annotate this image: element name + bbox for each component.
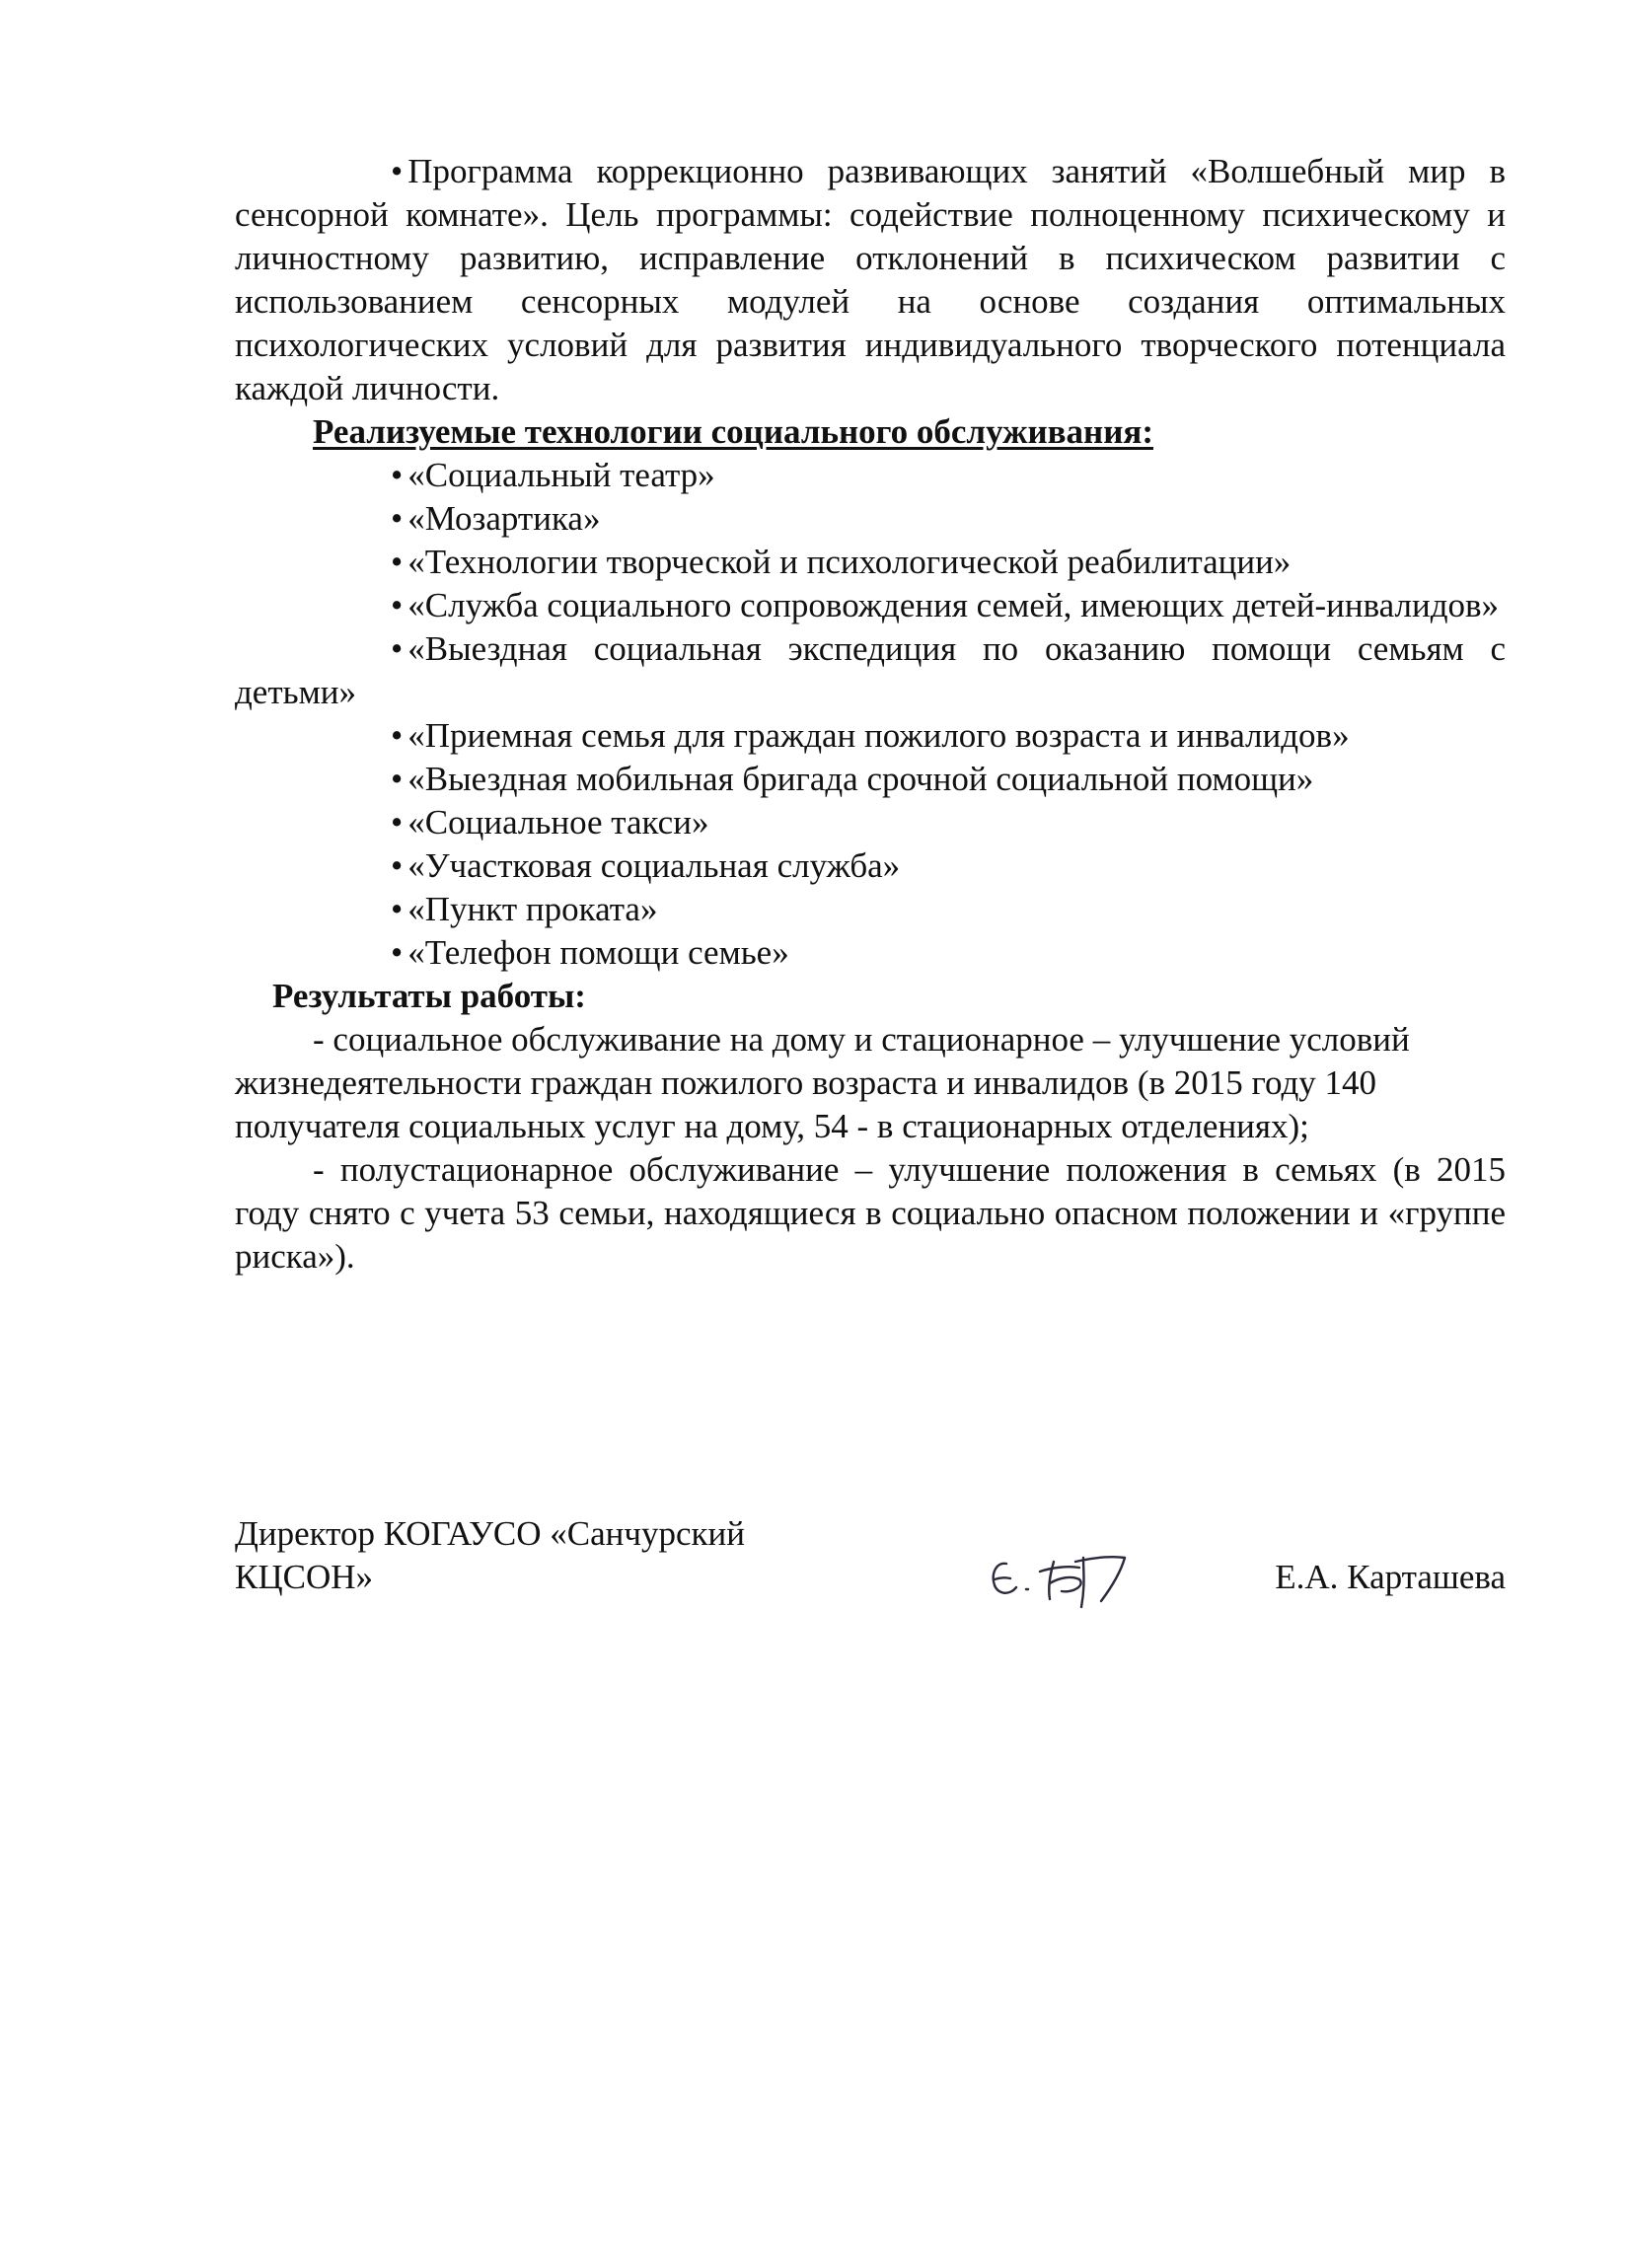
signatory-position-line: КЦСОН» — [235, 1558, 374, 1596]
list-item — [235, 497, 1506, 541]
bullet-icon: • — [391, 499, 404, 538]
list-item — [235, 758, 1506, 801]
result-paragraph: - полустационарное обслуживание – улучшение положения в семьях (в 2015 году снято с учета 53 семьи, находящиеся в социально опасном положении и «группе риска»). — [235, 1150, 1506, 1276]
list-item-text: «Социальное такси» — [407, 803, 709, 841]
bullet-icon: • — [391, 933, 404, 972]
bullet-icon: • — [391, 152, 404, 190]
bullet-icon: • — [391, 716, 404, 755]
list-item-text: «Выездная социальная экспедиция по оказанию помощи семьям с детьми» — [235, 629, 1506, 711]
result-paragraph: - социальное обслуживание на дому и стационарное – улучшение условий жизнедеятельности граждан пожилого возраста и инвалидов (в 2015 году 140 получателя социальных услуг на дому, 54 - в стационарных отделениях); — [235, 1020, 1410, 1145]
signatory-name: Е.А. Карташева — [1275, 1558, 1506, 1596]
list-item-text: «Мозартика» — [407, 499, 601, 538]
list-item — [235, 888, 1506, 931]
document-body — [235, 150, 1506, 1279]
list-item-text: «Технологии творческой и психологической реабилитации» — [407, 543, 1292, 581]
bullet-icon: • — [391, 629, 404, 668]
signatory-position — [235, 1512, 866, 1599]
list-item — [235, 541, 1506, 584]
list-item-text: «Пункт проката» — [407, 890, 658, 928]
technologies-list — [235, 454, 1506, 975]
bullet-icon: • — [391, 890, 404, 928]
signatory-position-line: Директор КОГАУСО «Санчурский — [235, 1514, 746, 1553]
list-item-text: «Выездная мобильная бригада срочной социальной помощи» — [407, 760, 1314, 798]
list-item-text: «Участковая социальная служба» — [407, 846, 901, 885]
bullet-icon: • — [391, 760, 404, 798]
list-item-text: «Социальный театр» — [407, 456, 715, 494]
list-item — [235, 584, 1506, 627]
program-text: Программа коррекционно развивающих занятий «Волшебный мир в сенсорной комнате». Цель программы: содействие полноценному психическому и личностному развитию, исправление отклонений в психическом развитии с использованием сенсорных модулей на основе создания оптимальных психологических условий для развития индивидуального творческого потенциала каждой личности. — [235, 152, 1506, 407]
bullet-icon: • — [391, 456, 404, 494]
program-paragraph — [235, 150, 1506, 410]
list-item — [235, 801, 1506, 844]
bullet-icon: • — [391, 846, 404, 885]
bullet-icon: • — [391, 586, 404, 624]
technologies-heading: Реализуемые технологии социального обслуживания: — [313, 412, 1153, 451]
list-item — [235, 931, 1506, 975]
list-item — [235, 844, 1506, 888]
list-item — [235, 627, 1506, 714]
list-item — [235, 454, 1506, 497]
list-item-text: «Служба социального сопровождения семей, имеющих детей-инвалидов» — [407, 586, 1500, 624]
results-heading: Результаты работы: — [272, 977, 586, 1015]
list-item — [235, 714, 1506, 758]
handwritten-signature — [977, 1532, 1174, 1621]
list-item-text: «Телефон помощи семье» — [407, 933, 789, 972]
list-item-text: «Приемная семья для граждан пожилого возраста и инвалидов» — [407, 716, 1350, 755]
bullet-icon: • — [391, 803, 404, 841]
bullet-icon: • — [391, 543, 404, 581]
signature-block — [235, 1512, 1506, 1631]
